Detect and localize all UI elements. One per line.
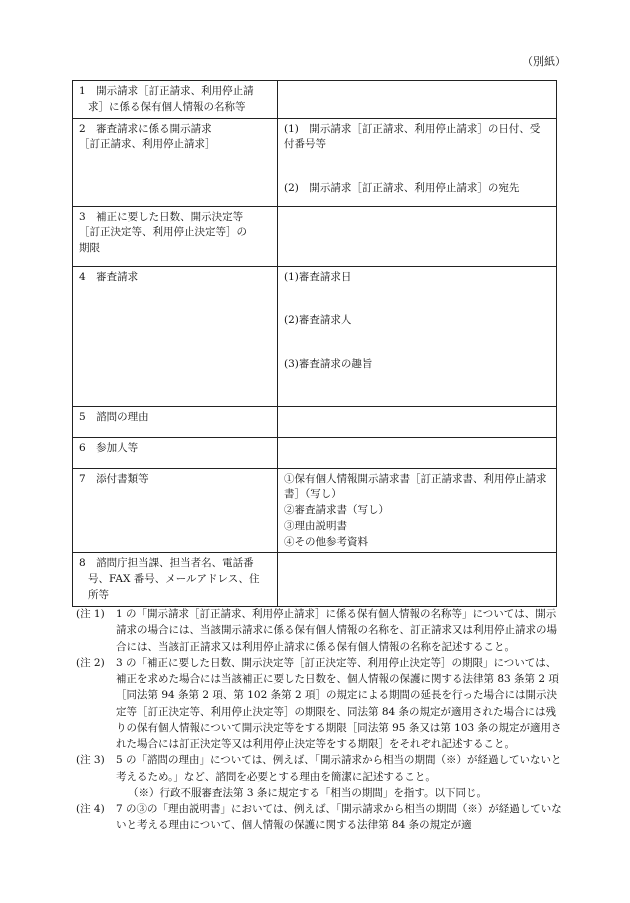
note-text: 5 の「諮問の理由」については、例えば、「開示請求から相当の期間（※）が経過していないと考えるため。」など、諮問を必要とする理由を簡潔に記述すること。 xyxy=(116,754,562,783)
note-item xyxy=(76,752,562,785)
row-content-cell xyxy=(278,437,557,468)
row-label-cell xyxy=(73,266,278,406)
row-label: 6 参加人等 xyxy=(79,441,139,454)
row-label-cell xyxy=(73,553,278,606)
row-label: 求］に係る保有個人情報の名称等 xyxy=(88,100,246,113)
row-label: 2 審査請求に係る開示請求 xyxy=(79,122,212,135)
row-content-cell xyxy=(278,553,557,606)
table-row xyxy=(73,118,557,206)
note-text: 3 の「補正に要した日数、開示決定等［訂正決定等、利用停止決定等］の期限」については、補正を求めた場合には当該補正に要した日数を、個人情報の保護に関する法律第 83 条第 2 項［同法第 94 条第 2 項、第 102 条第 2 項］の規定による期間の延長を行った場合には開示決定等［訂正決定等、利用停止決定等］の期限を、同法第 84 条の規定が適用された場合には残りの保有個人情報について開示決定等をする期限［同法第 95 条又は第 103 条の規定が適用された場合には訂正決定等又は利用停止決定等をする期限］をそれぞれ記述すること。 xyxy=(116,656,562,751)
table-row xyxy=(73,468,557,553)
table-row xyxy=(73,406,557,437)
row-label-cell xyxy=(73,406,278,437)
row-label-cell xyxy=(73,81,278,119)
content-line: (1) 開示請求［訂正請求、利用停止請求］の日付、受付番号等 xyxy=(284,122,541,151)
row-content-cell xyxy=(278,206,557,266)
row-label: 7 添付書類等 xyxy=(79,472,149,485)
row-content-cell xyxy=(278,81,557,119)
note-text: （※）行政不服審査法第 3 条に規定する「相当の期間」を指す。以下同じ。 xyxy=(128,786,488,799)
note-text: 7 の③の「理由説明書」においては、例えば、「開示請求から相当の期間（※）が経過していないと考える理由について、個人情報の保護に関する法律第 84 条の規定が適 xyxy=(116,803,562,832)
row-label: ［訂正決定等、利用停止決定等］の xyxy=(79,226,247,239)
note-asterisk xyxy=(76,785,562,801)
row-content-cell xyxy=(278,468,557,553)
notes-section xyxy=(76,606,562,834)
content-line: ②審査請求書（写し） xyxy=(284,504,389,516)
row-label-cell xyxy=(73,437,278,468)
note-item xyxy=(76,606,562,655)
row-label: 号、FAX 番号、メールアドレス、住 xyxy=(88,573,260,585)
note-item xyxy=(76,655,562,753)
row-content-cell xyxy=(278,406,557,437)
row-content-cell xyxy=(278,118,557,206)
row-label: 1 開示請求［訂正請求、利用停止請 xyxy=(79,85,254,97)
row-label-cell xyxy=(73,206,278,266)
table-row xyxy=(73,266,557,406)
note-tag: (注 1) xyxy=(76,608,105,620)
row-content-cell xyxy=(278,266,557,406)
content-line: ①保有個人情報開示請求書［訂正請求書、利用停止請求書］（写し） xyxy=(284,472,547,501)
note-tag: (注 3) xyxy=(76,754,105,767)
row-label: ［訂正請求、利用停止請求］ xyxy=(79,138,216,151)
content-line: (1)審査請求日 xyxy=(284,270,352,283)
row-label: 5 諮問の理由 xyxy=(79,410,149,423)
note-tag: (注 4) xyxy=(76,803,105,816)
row-label: 8 諮問庁担当課、担当者名、電話番 xyxy=(79,557,254,570)
row-label-cell xyxy=(73,468,278,553)
content-line: ③理由説明書 xyxy=(284,519,347,532)
note-text: 1 の「開示請求［訂正請求、利用停止請求］に係る保有個人情報の名称等」については、開示請求の場合には、当該開示請求に係る保有個人情報の名称を、訂正請求又は利用停止請求の場合には、当該訂正請求又は利用停止請求に係る保有個人情報の名称を記述すること。 xyxy=(116,608,557,653)
row-label-cell xyxy=(73,118,278,206)
table-row xyxy=(73,437,557,468)
content-line: ④その他参考資料 xyxy=(284,535,368,548)
table-row xyxy=(73,206,557,266)
table-row xyxy=(73,553,557,606)
table-row xyxy=(73,81,557,119)
row-label: 期限 xyxy=(79,242,100,254)
note-tag: (注 2) xyxy=(76,656,105,669)
content-line: (2)審査請求人 xyxy=(284,314,352,327)
referral-form-table xyxy=(72,80,557,607)
content-line: (3)審査請求の趣旨 xyxy=(284,358,373,370)
row-label: 3 補正に要した日数、開示決定等 xyxy=(79,210,244,223)
note-item xyxy=(76,801,562,834)
row-label: 4 審査請求 xyxy=(79,270,139,283)
row-label: 所等 xyxy=(88,588,109,601)
attachment-label: （別紙） xyxy=(522,55,566,68)
content-line: (2) 開示請求［訂正請求、利用停止請求］の宛先 xyxy=(284,182,520,194)
